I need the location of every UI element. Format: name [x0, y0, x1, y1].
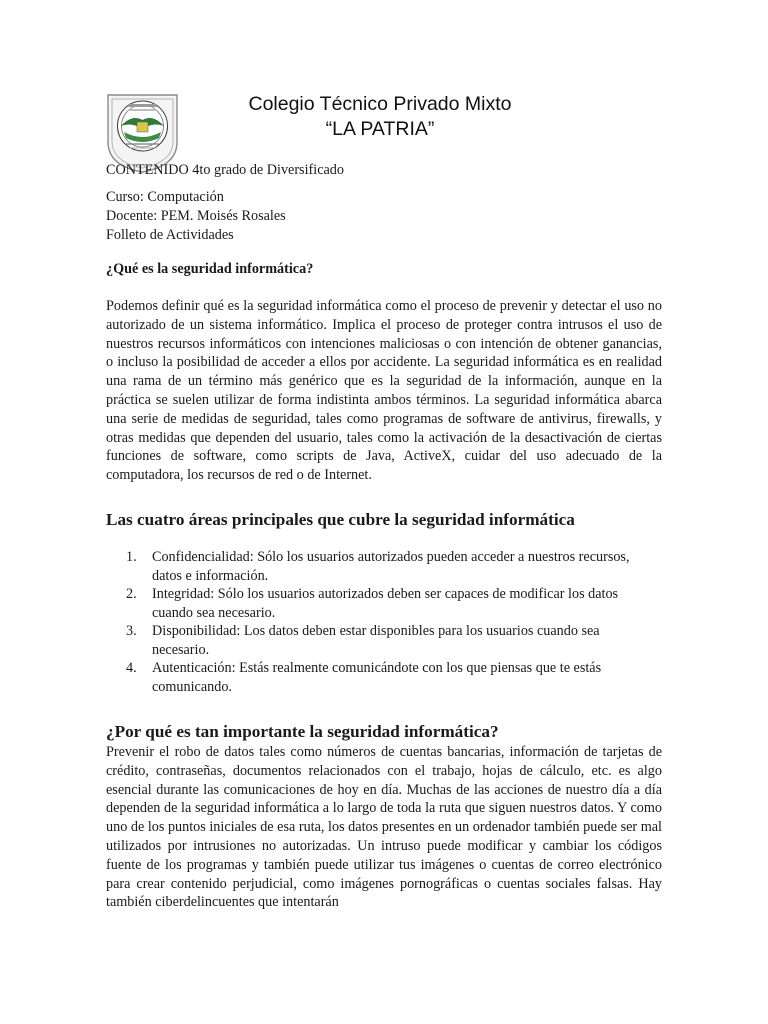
paragraph-2: Prevenir el robo de datos tales como números de cuentas bancarias, información de tarjetas de crédito, contraseñas, documentos relacionados con el trabajo, hojas de cálculo, etc. es algo esencial durante las comunicaciones de hoy en día. Muchas de las acciones de nuestro día a día dependen de la seguridad informática a lo largo de toda la ruta que siguen nuestros datos. Y como uno de los puntos iniciales de esa ruta, los datos presentes en un ordenador también puede ser mal utilizados por intrusiones no autorizadas. Un intruso puede modificar y cambiar los códigos fuente de los programas y también puede utilizar tus imágenes o cuentas de correo electrónico para crear contenido perjudicial, como imágenes pornográficas o cuentas sociales falsas. Hay también ciberdelincuentes que intentarán — [106, 744, 662, 911]
curso-line: Curso: Computación — [106, 189, 224, 205]
school-name-line2: “LA PATRIA” — [325, 118, 435, 140]
course-info — [106, 188, 662, 244]
list-item-number: 4. — [126, 660, 137, 676]
section-heading-importance: ¿Por qué es tan importante la seguridad informática? — [106, 722, 499, 741]
list-item-text: Confidencialidad: Sólo los usuarios autorizados pueden acceder a nuestros recursos, datos e información. — [152, 549, 630, 584]
contenido-line: CONTENIDO 4to grado de Diversificado — [106, 162, 344, 178]
school-name — [180, 92, 580, 142]
docente-line: Docente: PEM. Moisés Rosales — [106, 207, 286, 224]
list-item-number: 2. — [126, 586, 137, 602]
folleto-line: Folleto de Actividades — [106, 226, 234, 243]
list-item-text: Integridad: Sólo los usuarios autorizados deben ser capaces de modificar los datos cuando sea necesario. — [152, 586, 619, 621]
list-item-text: Autenticación: Estás realmente comunicándote con los que piensas que te estás comunicando. — [152, 660, 602, 695]
section-heading-areas: Las cuatro áreas principales que cubre la seguridad informática — [106, 510, 575, 529]
list-item — [106, 659, 646, 696]
list-item — [106, 585, 646, 622]
list-item-number: 1. — [126, 549, 137, 565]
course-contenido — [106, 161, 662, 180]
list-item-number: 3. — [126, 623, 137, 639]
question-heading-1: ¿Qué es la seguridad informática? — [106, 261, 314, 277]
paragraph-1: Podemos definir qué es la seguridad informática como el proceso de prevenir y detectar el uso no autorizado de un sistema informático. Implica el proceso de proteger contra intrusos el uso de nuestros recursos informáticos con intenciones maliciosas o con intención de obtener ganancias, o incluso la posibilidad de acceder a ellos por accidente. La seguridad informática es en realidad una rama de un término más genérico que es la seguridad de la información, aunque en la práctica se suelen utilizar de forma indistinta ambos términos. La seguridad informática abarca una serie de medidas de seguridad, tales como programas de software de antivirus, firewalls, y otras medidas que dependen del usuario, tales como la activación de la desactivación de ciertas funciones de software, como scripts de Java, ActiveX, cuidar del uso adecuado de la computadora, los recursos de red o de Internet. — [106, 298, 662, 484]
school-name-line1: Colegio Técnico Privado Mixto — [248, 93, 512, 115]
areas-list — [106, 548, 646, 696]
list-item — [106, 622, 646, 659]
list-item-text: Disponibilidad: Los datos deben estar disponibles para los usuarios cuando sea necesario. — [152, 623, 600, 658]
list-item — [106, 548, 646, 585]
